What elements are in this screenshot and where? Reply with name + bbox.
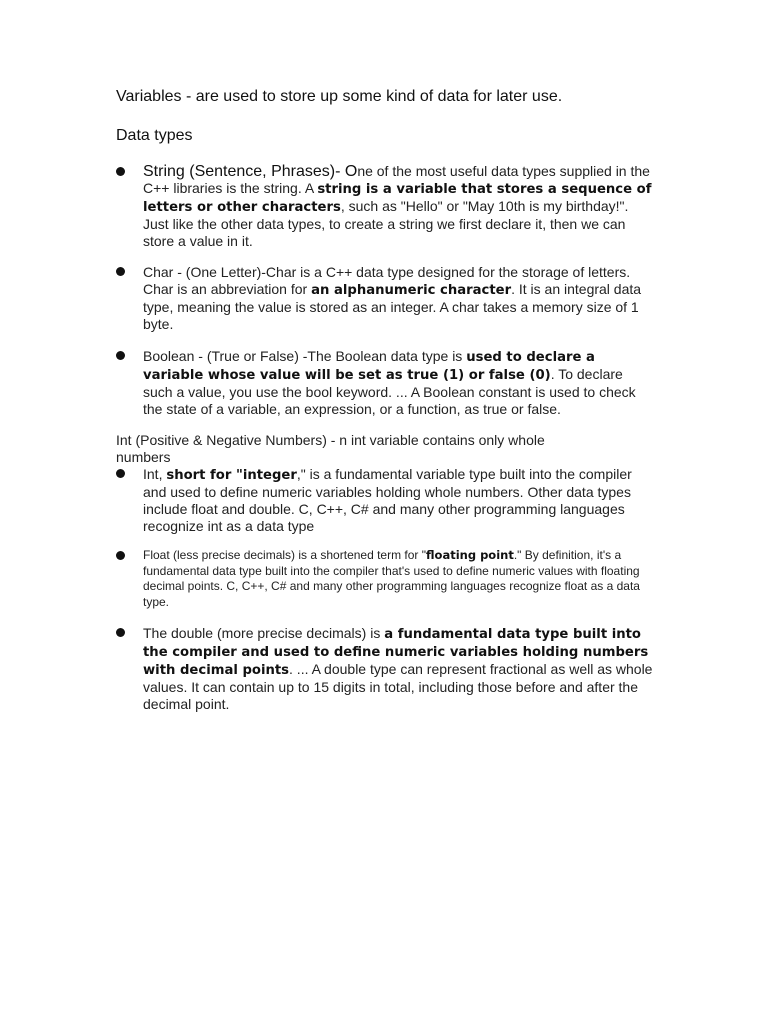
char-description: [143, 264, 656, 333]
string-description: [143, 163, 656, 250]
float-text-1: Float (less precise decimals) is a shortened term for ": [143, 548, 427, 562]
char-bold-1: an alphanumeric character: [311, 283, 512, 298]
list-item-float: [116, 548, 656, 610]
string-lead: String (Sentence, Phrases)- O: [143, 163, 358, 180]
string-text-1: ne of the most useful data types supplied in the C++ libraries is the string. A: [143, 163, 650, 196]
bullet-icon: [116, 628, 125, 637]
float-description: [143, 548, 656, 610]
char-text-1: Char - (One Letter)-Char is a C++ data type designed for the storage of letters. Char is an abbreviation for: [143, 264, 631, 297]
float-text-2: ." By definition, it's a fundamental data type built into the compiler that's used to define numeric values with floating decimal points. C, C++, C# and many other programming languages recognize float as a data type.: [143, 548, 640, 609]
boolean-description: [143, 348, 656, 418]
list-item-char: [116, 264, 656, 333]
bullet-icon: [116, 351, 125, 360]
double-text-2: . ... A double type can represent fractional as well as whole values. It can contain up to 15 digits in total, including those before and after the decimal point.: [143, 661, 653, 712]
list-item-string: [116, 163, 656, 250]
int-description: [143, 466, 656, 535]
int-bold-1: short for "integer: [166, 468, 297, 483]
double-description: [143, 625, 656, 713]
string-text-2: , such as "Hello" or "May 10th is my birthday!". Just like the other data types, to create a string we first declare it, then we can store a value in it.: [143, 198, 629, 249]
boolean-bold-1: used to declare a variable whose value will be set as true (1) or false (0): [143, 350, 595, 383]
list-item-double: [116, 625, 656, 713]
list-item-int: [116, 466, 656, 535]
float-bold-1: floating point: [426, 548, 514, 562]
double-text-1: The double (more precise decimals) is: [143, 625, 385, 641]
bullet-icon: [116, 469, 125, 478]
heading-data-types: Data types: [116, 127, 193, 144]
list-item-boolean: [116, 348, 656, 418]
double-bold-1: a fundamental data type built into the compiler and used to define numeric variables holding numbers with decimal points: [143, 627, 649, 678]
boolean-text-1: Boolean - (True or False) -The Boolean data type is: [143, 348, 467, 364]
bullet-icon: [116, 167, 125, 176]
string-bold-1: string is a variable that stores a sequence of letters or other characters: [143, 182, 652, 215]
char-text-2: . It is an integral data type, meaning the value is stored as an integer. A char takes a memory size of 1 byte.: [143, 281, 642, 332]
int-text-1: Int,: [143, 466, 167, 482]
boolean-text-2: . To declare such a value, you use the bool keyword. ... A Boolean constant is used to check the state of a variable, an expression, or a function, as true or false.: [143, 366, 636, 417]
bullet-icon: [116, 267, 125, 276]
int-intro-paragraph: Int (Positive & Negative Numbers) - n int variable contains only whole numbers: [116, 432, 545, 465]
int-text-2: ," is a fundamental variable type built into the compiler and used to define numeric variables holding whole numbers. Other data types include float and double. C, C++, C# and many other programming languages recognize int as a data type: [143, 466, 632, 534]
bullet-icon: [116, 551, 125, 560]
heading-variables: Variables - are used to store up some kind of data for later use.: [116, 88, 563, 105]
